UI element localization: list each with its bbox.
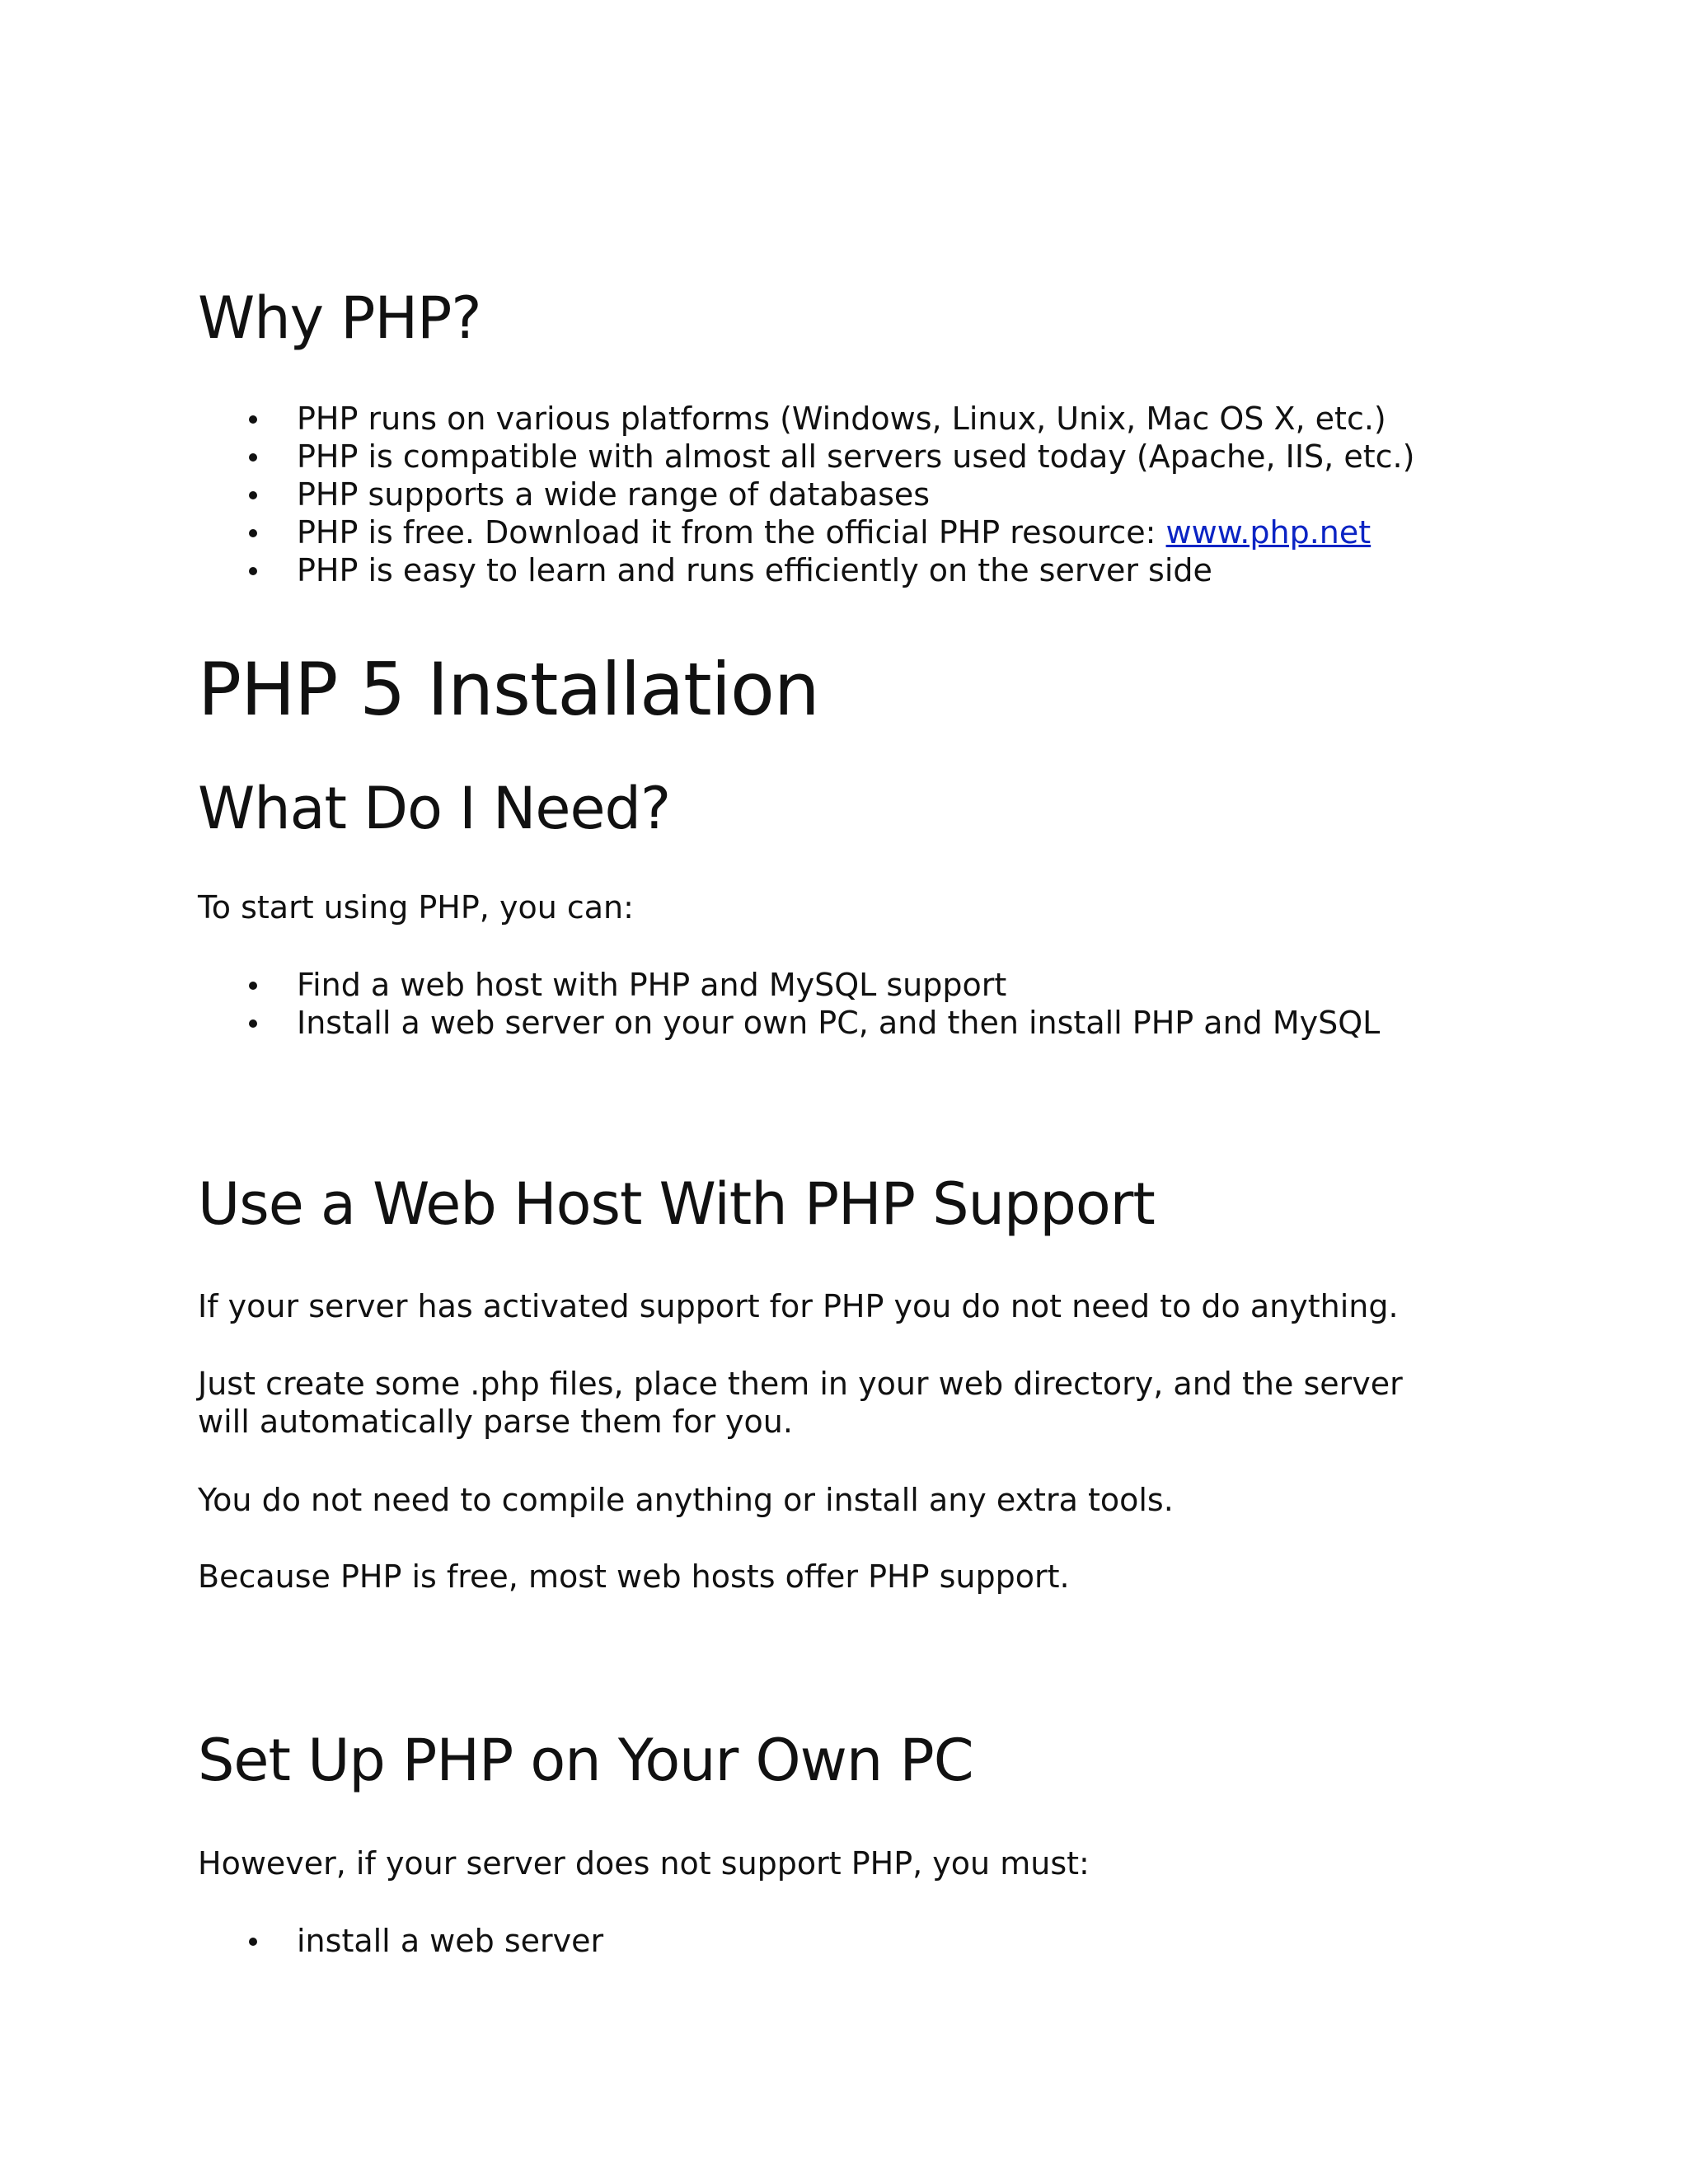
- setup-intro: However, if your server does not support PHP, you must:: [198, 1845, 1090, 1882]
- web-host-paragraph: Because PHP is free, most web hosts offer PHP support.: [198, 1558, 1070, 1595]
- list-item: Install a web server on your own PC, and then install PHP and MySQL: [198, 1004, 1533, 1042]
- why-php-list: [198, 400, 1533, 589]
- bullet-icon: [249, 1938, 257, 1946]
- setup-list: [198, 1922, 1533, 1960]
- web-host-paragraph: You do not need to compile anything or install any extra tools.: [198, 1482, 1174, 1518]
- bullet-icon: [249, 453, 257, 462]
- heading-what-do-i-need: What Do I Need?: [198, 775, 671, 842]
- bullet-icon: [249, 491, 257, 499]
- list-item: PHP is free. Download it from the official PHP resource: www.php.net: [198, 513, 1533, 551]
- bullet-icon: [249, 982, 257, 990]
- heading-set-up-php: Set Up PHP on Your Own PC: [198, 1727, 973, 1794]
- document-page: [198, 0, 1533, 2184]
- need-list: [198, 966, 1533, 1042]
- web-host-paragraph: If your server has activated support for PHP you do not need to do anything.: [198, 1288, 1399, 1324]
- list-item: PHP supports a wide range of databases: [198, 476, 1533, 513]
- list-item: PHP runs on various platforms (Windows, Linux, Unix, Mac OS X, etc.): [198, 400, 1533, 438]
- bullet-icon: [249, 529, 257, 537]
- php-net-link[interactable]: www.php.net: [1165, 514, 1372, 551]
- bullet-icon: [249, 1019, 257, 1028]
- list-item: Find a web host with PHP and MySQL support: [198, 966, 1533, 1004]
- heading-use-web-host: Use a Web Host With PHP Support: [198, 1170, 1155, 1238]
- list-item: PHP is easy to learn and runs efficiently on the server side: [198, 551, 1533, 589]
- list-item: PHP is compatible with almost all servers used today (Apache, IIS, etc.): [198, 438, 1533, 476]
- heading-why-php: Why PHP?: [198, 284, 481, 352]
- need-intro: To start using PHP, you can:: [198, 889, 634, 926]
- heading-php-installation: PHP 5 Installation: [198, 647, 819, 732]
- web-host-paragraph: Just create some .php files, place them in your web directory, and the server will automatically parse them for you.: [198, 1366, 1403, 1440]
- bullet-icon: [249, 567, 257, 575]
- bullet-icon: [249, 415, 257, 424]
- list-item: install a web server: [198, 1922, 1533, 1960]
